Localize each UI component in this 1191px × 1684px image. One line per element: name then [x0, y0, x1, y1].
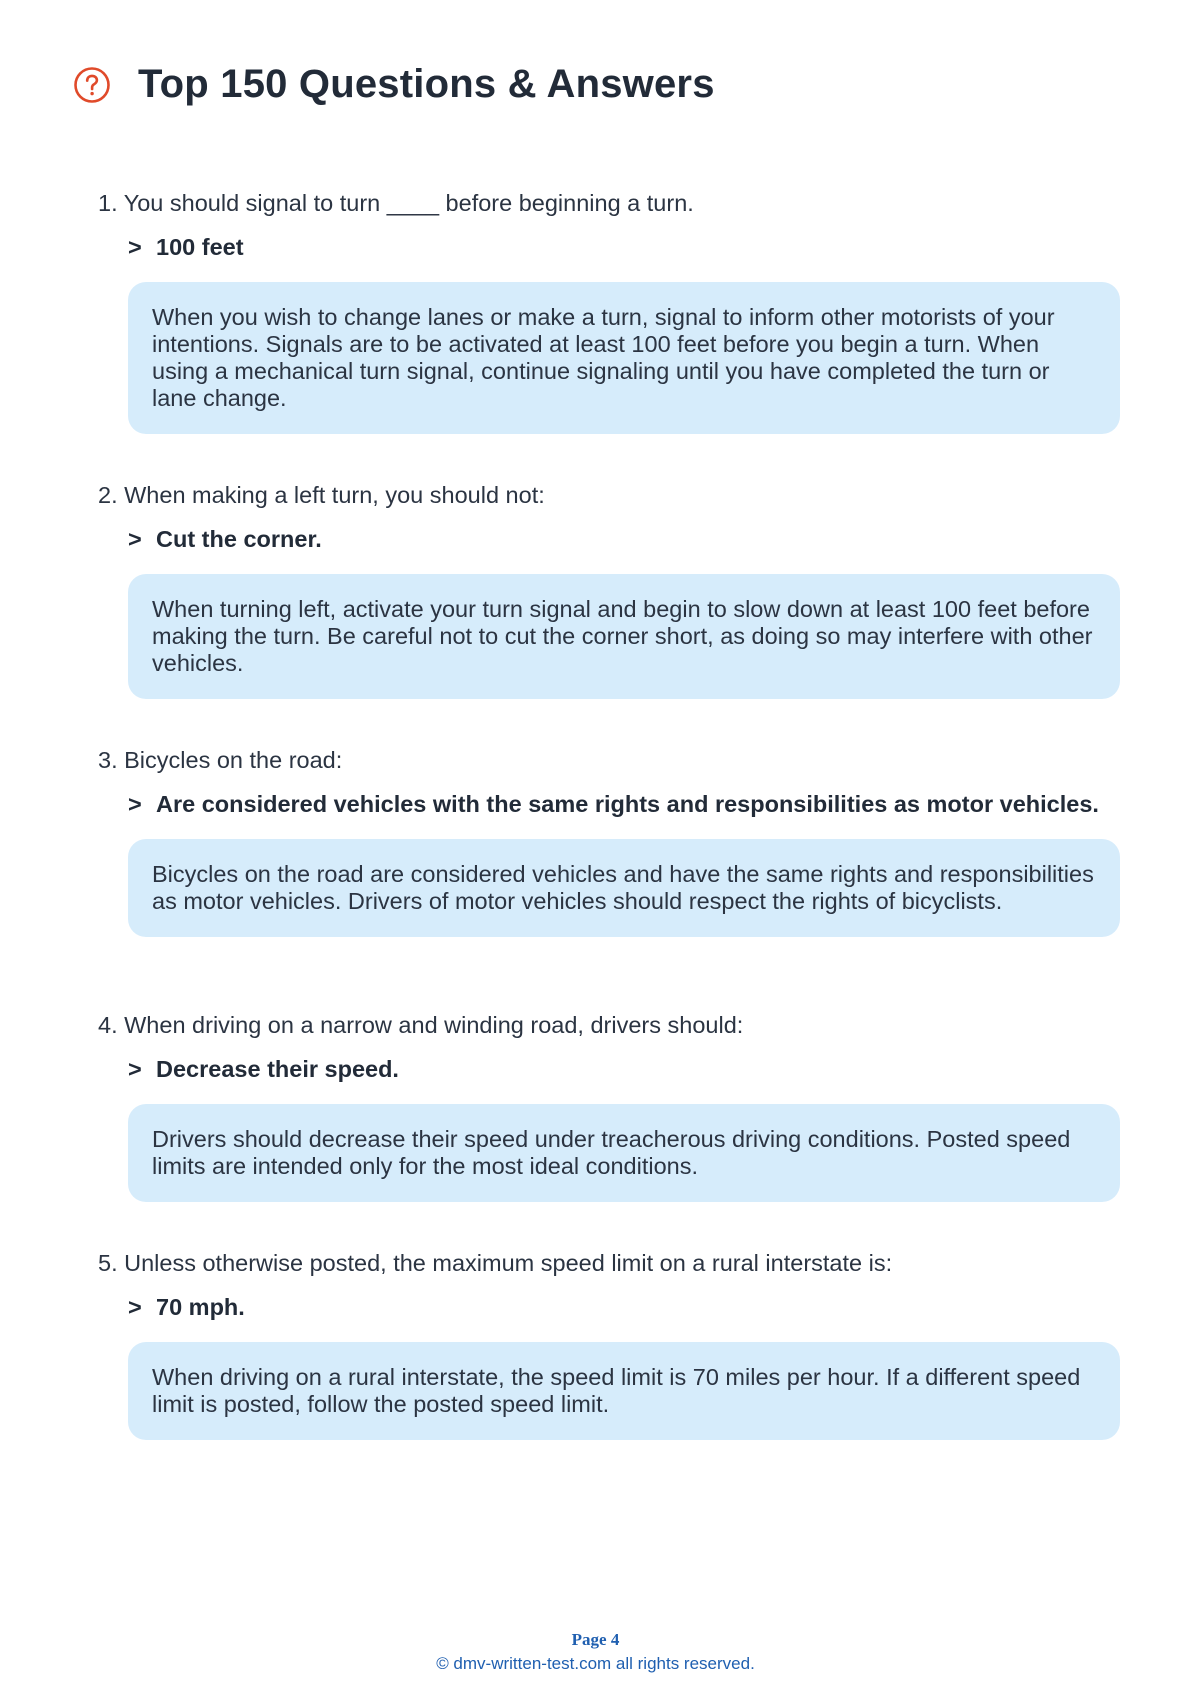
page-header: [72, 62, 715, 107]
answer-text: Are considered vehicles with the same rights and responsibilities as motor vehicles.: [156, 791, 1099, 817]
answer-text: 100 feet: [156, 234, 244, 260]
question-text: 3. Bicycles on the road:: [98, 747, 343, 773]
answer-text: Decrease their speed.: [156, 1056, 399, 1082]
answer-text: Cut the corner.: [156, 526, 322, 552]
explanation-text: Drivers should decrease their speed under treacherous driving conditions. Posted speed limits are intended only for the most ideal conditions.: [152, 1126, 1071, 1179]
page-number: Page 4: [571, 1630, 620, 1649]
answer-marker: >: [128, 791, 142, 817]
question-text: 2. When making a left turn, you should not:: [98, 482, 545, 508]
question-text: 4. When driving on a narrow and winding road, drivers should:: [98, 1012, 744, 1038]
question-circle-icon: [72, 65, 112, 105]
explanation-box: [128, 1342, 1120, 1440]
answer-line: [128, 1294, 245, 1321]
answer-marker: >: [128, 526, 142, 552]
answer-line: [128, 526, 322, 553]
answer-marker: >: [128, 1056, 142, 1082]
question-text: 5. Unless otherwise posted, the maximum speed limit on a rural interstate is:: [98, 1250, 893, 1276]
explanation-text: When you wish to change lanes or make a turn, signal to inform other motorists of your intentions. Signals are to be activated at least 100 feet before you begin a turn. When using a mechanical turn signal, continue signaling until you have completed the turn or lane change.: [152, 304, 1055, 411]
answer-line: [128, 791, 1099, 818]
answer-line: [128, 234, 244, 261]
explanation-box: [128, 574, 1120, 699]
answer-text: 70 mph.: [156, 1294, 245, 1320]
explanation-box: [128, 839, 1120, 937]
answer-marker: >: [128, 234, 142, 260]
question-text: 1. You should signal to turn ____ before beginning a turn.: [98, 190, 694, 216]
copyright-text: © dmv-written-test.com all rights reserved.: [436, 1654, 755, 1673]
explanation-box: [128, 282, 1120, 434]
page-title: Top 150 Questions & Answers: [138, 62, 715, 106]
explanation-text: When turning left, activate your turn signal and begin to slow down at least 100 feet before making the turn. Be careful not to cut the corner short, as doing so may interfere with other vehicles.: [152, 596, 1093, 676]
answer-marker: >: [128, 1294, 142, 1320]
answer-line: [128, 1056, 399, 1083]
explanation-text: When driving on a rural interstate, the speed limit is 70 miles per hour. If a different speed limit is posted, follow the posted speed limit.: [152, 1364, 1081, 1417]
explanation-text: Bicycles on the road are considered vehicles and have the same rights and responsibilities as motor vehicles. Drivers of motor vehicles should respect the rights of bicyclists.: [152, 861, 1094, 914]
explanation-box: [128, 1104, 1120, 1202]
